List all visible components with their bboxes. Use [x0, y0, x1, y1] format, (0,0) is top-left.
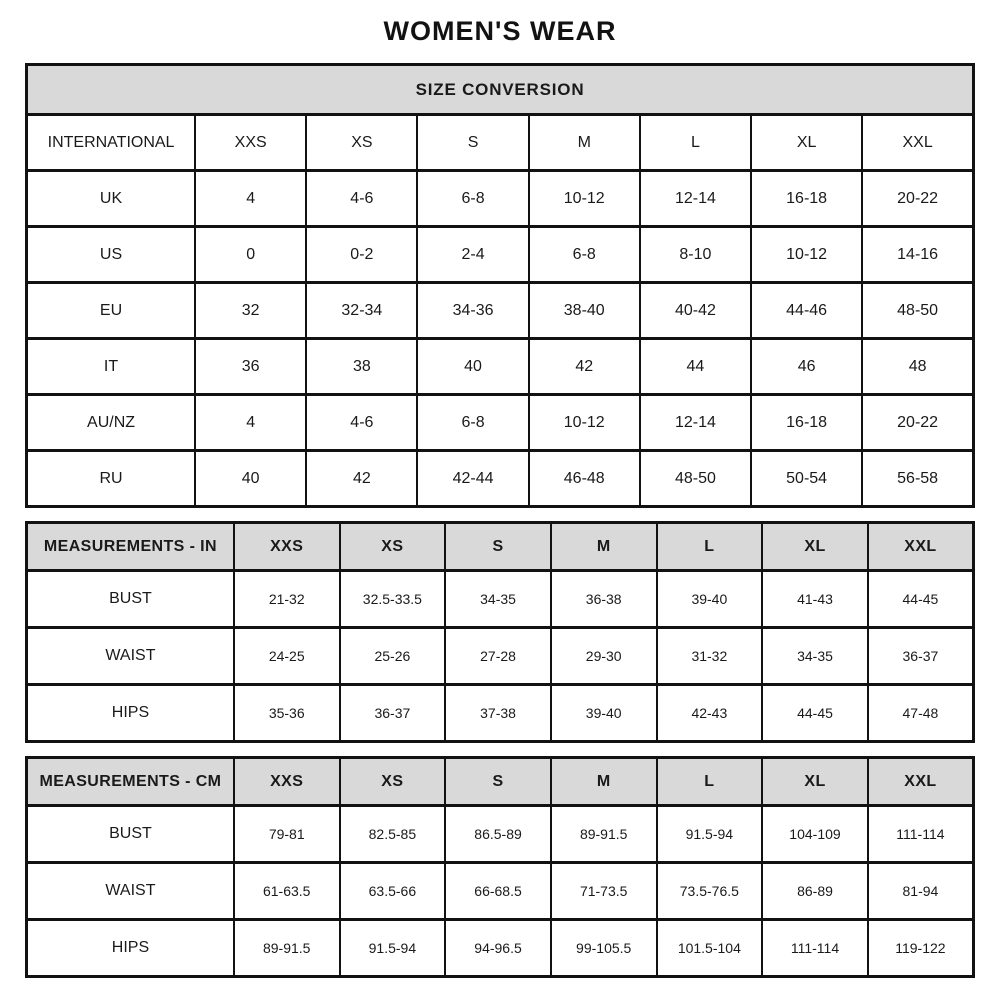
- value-cell: 6-8: [529, 227, 640, 283]
- row-label-cell: BUST: [27, 571, 234, 628]
- table-row: [27, 227, 974, 283]
- column-header-cell: XS: [340, 758, 446, 806]
- value-cell: 89-91.5: [234, 920, 340, 977]
- table-row: [27, 571, 974, 628]
- value-cell: 86.5-89: [445, 806, 551, 863]
- value-cell: 38-40: [529, 283, 640, 339]
- value-cell: 2-4: [417, 227, 528, 283]
- value-cell: 44: [640, 339, 751, 395]
- value-cell: 79-81: [234, 806, 340, 863]
- size-conversion-title-row: [27, 65, 974, 115]
- value-cell: 0-2: [306, 227, 417, 283]
- value-cell: 104-109: [762, 806, 868, 863]
- page-title: WOMEN'S WEAR: [383, 16, 617, 46]
- column-header-cell: MEASUREMENTS - IN: [27, 523, 234, 571]
- column-header-cell: L: [657, 523, 763, 571]
- column-header-cell: S: [445, 758, 551, 806]
- column-header-row: [27, 115, 974, 171]
- value-cell: 32-34: [306, 283, 417, 339]
- value-cell: 36-38: [551, 571, 657, 628]
- column-header-cell: XXL: [868, 758, 974, 806]
- table-row: [27, 920, 974, 977]
- measurements-in-table: [25, 521, 975, 743]
- value-cell: 31-32: [657, 628, 763, 685]
- value-cell: 99-105.5: [551, 920, 657, 977]
- value-cell: 63.5-66: [340, 863, 446, 920]
- table-row: [27, 283, 974, 339]
- value-cell: 34-36: [417, 283, 528, 339]
- table-row: [27, 628, 974, 685]
- value-cell: 119-122: [868, 920, 974, 977]
- value-cell: 34-35: [762, 628, 868, 685]
- value-cell: 56-58: [862, 451, 973, 507]
- value-cell: 12-14: [640, 395, 751, 451]
- column-header-row: [27, 758, 974, 806]
- column-header-cell: MEASUREMENTS - CM: [27, 758, 234, 806]
- value-cell: 29-30: [551, 628, 657, 685]
- column-header-cell: XXS: [195, 115, 306, 171]
- column-header-cell: XXS: [234, 523, 340, 571]
- value-cell: 34-35: [445, 571, 551, 628]
- column-header-cell: INTERNATIONAL: [27, 115, 196, 171]
- value-cell: 25-26: [340, 628, 446, 685]
- value-cell: 40: [195, 451, 306, 507]
- value-cell: 6-8: [417, 171, 528, 227]
- value-cell: 42-44: [417, 451, 528, 507]
- value-cell: 39-40: [551, 685, 657, 742]
- row-label-cell: RU: [27, 451, 196, 507]
- value-cell: 10-12: [751, 227, 862, 283]
- column-header-cell: S: [445, 523, 551, 571]
- value-cell: 44-45: [868, 571, 974, 628]
- row-label-cell: US: [27, 227, 196, 283]
- value-cell: 82.5-85: [340, 806, 446, 863]
- table-row: [27, 451, 974, 507]
- row-label-cell: EU: [27, 283, 196, 339]
- value-cell: 12-14: [640, 171, 751, 227]
- value-cell: 36-37: [340, 685, 446, 742]
- value-cell: 48-50: [862, 283, 973, 339]
- row-label-cell: WAIST: [27, 628, 234, 685]
- value-cell: 32: [195, 283, 306, 339]
- value-cell: 66-68.5: [445, 863, 551, 920]
- table-row: [27, 339, 974, 395]
- size-conversion-table: [25, 63, 975, 508]
- value-cell: 39-40: [657, 571, 763, 628]
- value-cell: 71-73.5: [551, 863, 657, 920]
- column-header-cell: XXL: [862, 115, 973, 171]
- value-cell: 10-12: [529, 395, 640, 451]
- value-cell: 81-94: [868, 863, 974, 920]
- column-header-row: [27, 523, 974, 571]
- value-cell: 86-89: [762, 863, 868, 920]
- value-cell: 42-43: [657, 685, 763, 742]
- column-header-cell: XS: [340, 523, 446, 571]
- value-cell: 40-42: [640, 283, 751, 339]
- value-cell: 44-45: [762, 685, 868, 742]
- column-header-cell: XS: [306, 115, 417, 171]
- value-cell: 46-48: [529, 451, 640, 507]
- value-cell: 38: [306, 339, 417, 395]
- value-cell: 91.5-94: [340, 920, 446, 977]
- value-cell: 94-96.5: [445, 920, 551, 977]
- table-row: [27, 863, 974, 920]
- measurements-cm-table: [25, 756, 975, 978]
- value-cell: 14-16: [862, 227, 973, 283]
- value-cell: 4-6: [306, 395, 417, 451]
- value-cell: 16-18: [751, 395, 862, 451]
- value-cell: 91.5-94: [657, 806, 763, 863]
- row-label-cell: UK: [27, 171, 196, 227]
- column-header-cell: M: [529, 115, 640, 171]
- value-cell: 20-22: [862, 395, 973, 451]
- column-header-cell: S: [417, 115, 528, 171]
- value-cell: 73.5-76.5: [657, 863, 763, 920]
- size-conversion-body: [27, 115, 974, 507]
- value-cell: 42: [306, 451, 417, 507]
- value-cell: 44-46: [751, 283, 862, 339]
- value-cell: 46: [751, 339, 862, 395]
- column-header-cell: XL: [762, 523, 868, 571]
- row-label-cell: IT: [27, 339, 196, 395]
- column-header-cell: L: [657, 758, 763, 806]
- value-cell: 4: [195, 395, 306, 451]
- value-cell: 16-18: [751, 171, 862, 227]
- value-cell: 35-36: [234, 685, 340, 742]
- value-cell: 32.5-33.5: [340, 571, 446, 628]
- table-row: [27, 685, 974, 742]
- value-cell: 0: [195, 227, 306, 283]
- value-cell: 6-8: [417, 395, 528, 451]
- value-cell: 36: [195, 339, 306, 395]
- value-cell: 40: [417, 339, 528, 395]
- value-cell: 36-37: [868, 628, 974, 685]
- value-cell: 48: [862, 339, 973, 395]
- value-cell: 10-12: [529, 171, 640, 227]
- column-header-cell: XL: [751, 115, 862, 171]
- value-cell: 27-28: [445, 628, 551, 685]
- table-row: [27, 171, 974, 227]
- row-label-cell: BUST: [27, 806, 234, 863]
- row-label-cell: WAIST: [27, 863, 234, 920]
- column-header-cell: L: [640, 115, 751, 171]
- size-conversion-title: SIZE CONVERSION: [27, 65, 974, 115]
- row-label-cell: HIPS: [27, 920, 234, 977]
- measurements-in-body: [27, 523, 974, 742]
- value-cell: 50-54: [751, 451, 862, 507]
- value-cell: 41-43: [762, 571, 868, 628]
- row-label-cell: AU/NZ: [27, 395, 196, 451]
- value-cell: 21-32: [234, 571, 340, 628]
- measurements-cm-body: [27, 758, 974, 977]
- value-cell: 48-50: [640, 451, 751, 507]
- value-cell: 8-10: [640, 227, 751, 283]
- table-row: [27, 806, 974, 863]
- value-cell: 20-22: [862, 171, 973, 227]
- value-cell: 4-6: [306, 171, 417, 227]
- value-cell: 4: [195, 171, 306, 227]
- column-header-cell: M: [551, 523, 657, 571]
- value-cell: 24-25: [234, 628, 340, 685]
- value-cell: 61-63.5: [234, 863, 340, 920]
- column-header-cell: XXS: [234, 758, 340, 806]
- column-header-cell: XXL: [868, 523, 974, 571]
- column-header-cell: XL: [762, 758, 868, 806]
- row-label-cell: HIPS: [27, 685, 234, 742]
- value-cell: 42: [529, 339, 640, 395]
- value-cell: 111-114: [868, 806, 974, 863]
- column-header-cell: M: [551, 758, 657, 806]
- value-cell: 47-48: [868, 685, 974, 742]
- value-cell: 37-38: [445, 685, 551, 742]
- table-row: [27, 395, 974, 451]
- value-cell: 89-91.5: [551, 806, 657, 863]
- value-cell: 101.5-104: [657, 920, 763, 977]
- value-cell: 111-114: [762, 920, 868, 977]
